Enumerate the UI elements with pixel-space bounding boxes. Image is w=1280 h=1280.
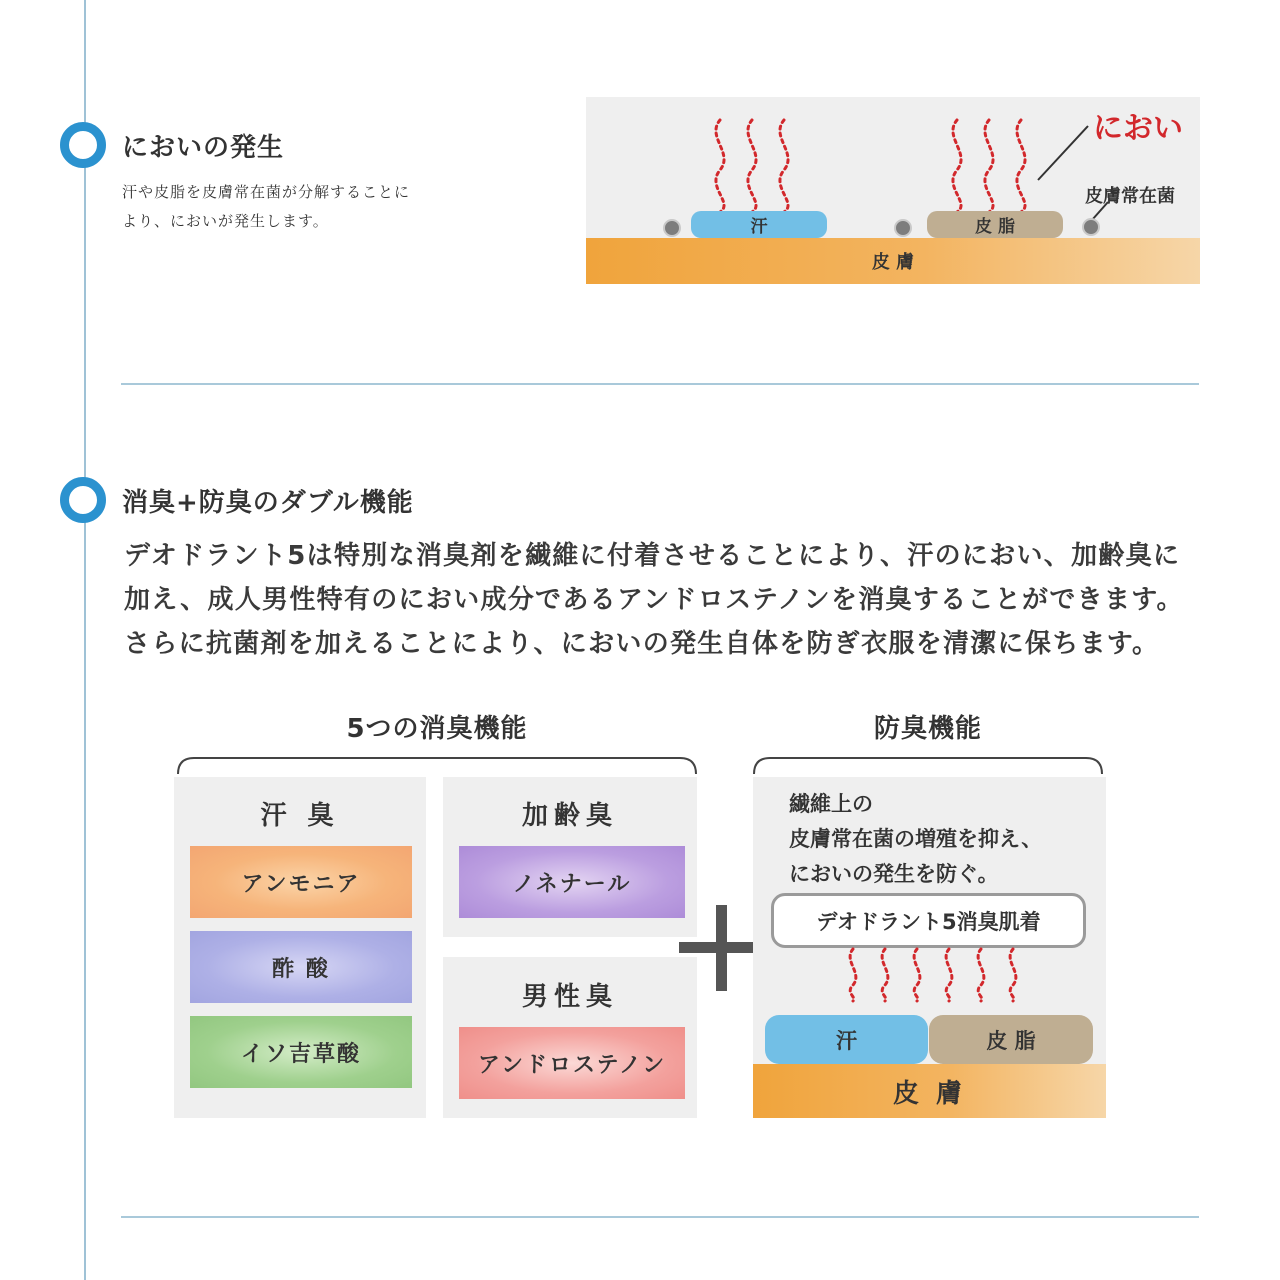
sweat-odor-title: 汗 臭 bbox=[260, 801, 340, 831]
odor-label: におい bbox=[1093, 111, 1183, 146]
antiodor-group-title: 防臭機能 bbox=[873, 714, 982, 744]
sebum-pill: 皮 脂 bbox=[927, 211, 1063, 238]
chip-nonenal: ノネナール bbox=[459, 846, 685, 918]
antiodor-skin-bar: 皮 膚 bbox=[753, 1064, 1106, 1118]
product-label-box: デオドラント5消臭肌着 bbox=[771, 893, 1086, 948]
aging-odor-title: 加齢臭 bbox=[521, 801, 618, 831]
body-text-line-1: デオドラント5は特別な消臭剤を繊維に付着させることにより、汗のにおい、加齢臭に bbox=[124, 541, 1181, 571]
odor-origin-description-line-1: 汗や皮脂を皮膚常在菌が分解することに bbox=[122, 183, 411, 201]
antiodor-sebum-pill: 皮 脂 bbox=[929, 1015, 1093, 1064]
section-title-double-function: 消臭+防臭のダブル機能 bbox=[122, 488, 414, 518]
chip-androstenone: アンドロステノン bbox=[459, 1027, 685, 1099]
chip-ammonia: アンモニア bbox=[190, 846, 412, 918]
plus-icon bbox=[716, 905, 727, 991]
sweat-pill: 汗 bbox=[691, 211, 827, 238]
odor-origin-description-line-2: より、においが発生します。 bbox=[122, 212, 329, 230]
timeline-dot-2 bbox=[60, 477, 106, 523]
skin-bar: 皮 膚 bbox=[586, 238, 1200, 284]
bacteria-icon bbox=[1082, 218, 1100, 236]
timeline-dot-1 bbox=[60, 122, 106, 168]
antiodor-description-line-3: においの発生を防ぐ。 bbox=[789, 862, 999, 886]
antiodor-description-line-2: 皮膚常在菌の増殖を抑え、 bbox=[789, 827, 1043, 851]
bacteria-icon bbox=[663, 219, 681, 237]
section-divider bbox=[121, 383, 1199, 385]
antiodor-description-line-1: 繊維上の bbox=[789, 792, 873, 816]
deodorize-bracket bbox=[176, 752, 698, 776]
bacteria-label: 皮膚常在菌 bbox=[1085, 186, 1175, 207]
section-title-odor-origin: においの発生 bbox=[122, 133, 285, 163]
chip-acetic-acid: 酢 酸 bbox=[190, 931, 412, 1003]
body-text-line-2: 加え、成人男性特有のにおい成分であるアンドロステノンを消臭することができます。 bbox=[124, 585, 1184, 615]
antiodor-bracket bbox=[752, 752, 1104, 776]
deodorize-group-title: 5つの消臭機能 bbox=[346, 714, 528, 744]
chip-isovaleric-acid: イソ吉草酸 bbox=[190, 1016, 412, 1088]
odor-wave-icon bbox=[835, 945, 1035, 1005]
antiodor-description bbox=[789, 787, 1042, 892]
bacteria-icon bbox=[894, 219, 912, 237]
body-text-line-3: さらに抗菌剤を加えることにより、においの発生自体を防ぎ衣服を清潔に保ちます。 bbox=[124, 629, 1160, 659]
odor-wave-icon bbox=[700, 112, 820, 217]
timeline-line bbox=[84, 0, 86, 1280]
section-divider bbox=[121, 1216, 1199, 1218]
male-odor-title: 男性臭 bbox=[521, 982, 618, 1012]
antiodor-sweat-pill: 汗 bbox=[765, 1015, 928, 1064]
